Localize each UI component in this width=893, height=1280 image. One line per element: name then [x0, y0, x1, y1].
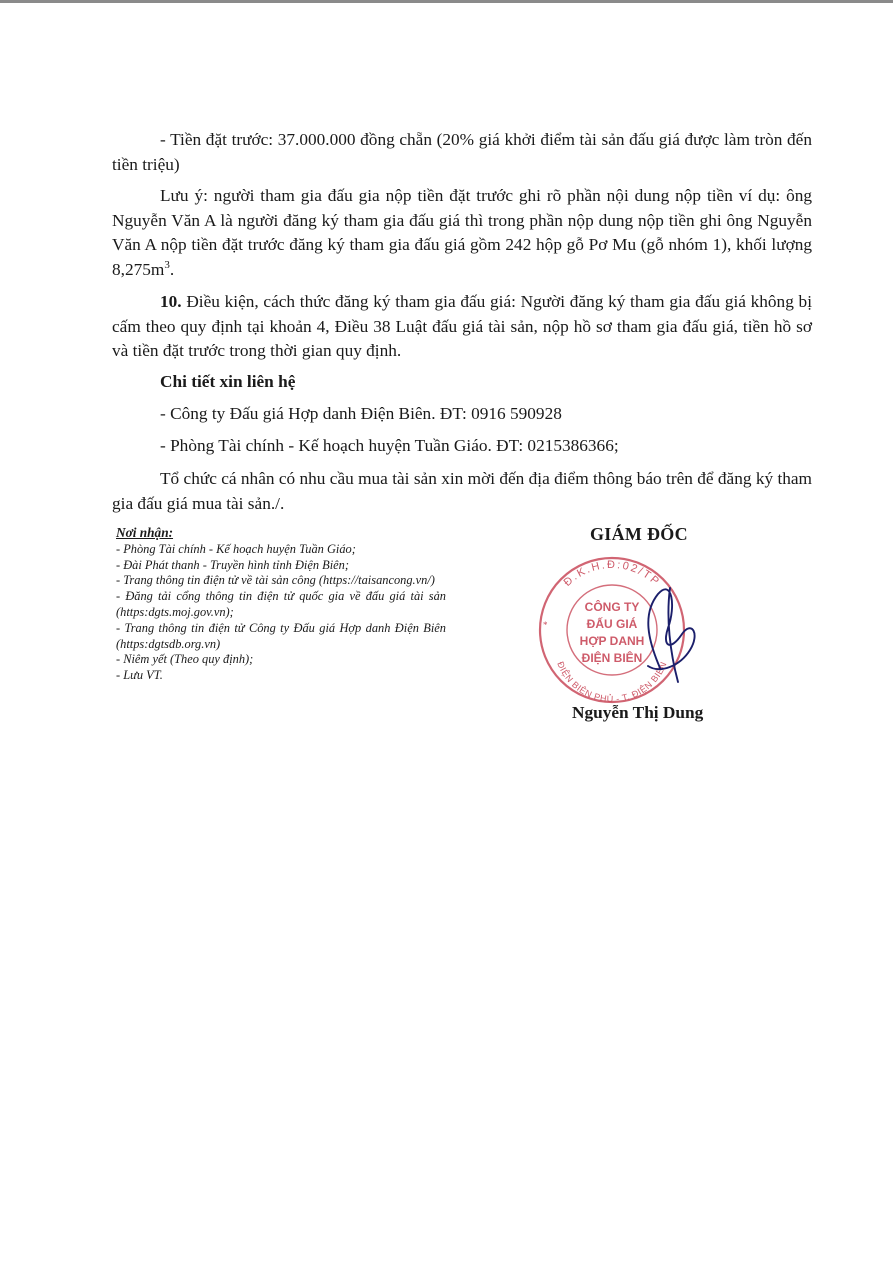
recipients-block: [116, 525, 446, 684]
signatory-name: Nguyễn Thị Dung: [572, 703, 704, 722]
seal-line-1: CÔNG TY: [584, 600, 640, 614]
signatory-title: GIÁM ĐỐC: [590, 524, 688, 544]
recipient-item: - Đăng tải cổng thông tin điện tử quốc gia về đấu giá tài sản (https:dgts.moj.gov.vn);: [116, 589, 446, 619]
item-10-number: 10.: [160, 292, 182, 311]
contact-company: - Công ty Đấu giá Hợp danh Điện Biên. ĐT: 0916 590928: [160, 404, 562, 423]
seal-ring-bottom-text: ĐIỆN BIÊN PHỦ - T. ĐIỆN BIÊN: [555, 660, 669, 705]
contact-heading: Chi tiết xin liên hệ: [160, 372, 296, 391]
top-border: [0, 0, 893, 3]
recipient-item: - Đài Phát thanh - Truyền hình tỉnh Điện Biên;: [116, 557, 349, 572]
deposit-paragraph: - Tiền đặt trước: 37.000.000 đồng chẵn (20% giá khởi điểm tài sản đấu giá được làm tròn đến tiền triệu): [112, 130, 812, 174]
handwritten-signature: [648, 588, 695, 682]
note-paragraph: Lưu ý: người tham gia đấu gia nộp tiền đặt trước ghi rõ phần nội dung nộp tiền ví dụ: ông Nguyễn Văn A là người đăng ký tham gia đấu giá thì trong phần nộp dung nộp tiền ghi ông Nguyễn Văn A nộp tiền đặt trước đăng ký tham gia đấu giá gồm 242 hộp gỗ Pơ Mu (gỗ nhóm 1), khối lượng $8,275m^3$.: [112, 186, 812, 279]
item-10-paragraph: 10. Điều kiện, cách thức đăng ký tham gia đấu giá: Người đăng ký tham gia đấu giá không bị cấm theo quy định tại khoản 4, Điều 38 Luật đấu giá tài sản, nộp hồ sơ tham gia đấu giá, tiền hồ sơ và tiền đặt trước trong thời gian quy định.: [112, 292, 812, 360]
contact-department: - Phòng Tài chính - Kế hoạch huyện Tuần Giáo. ĐT: 0215386366;: [160, 436, 619, 455]
seal-line-2: ĐẤU GIÁ: [586, 617, 638, 631]
recipients-title: Nơi nhận:: [116, 525, 174, 540]
recipient-item: - Niêm yết (Theo quy định);: [116, 652, 254, 667]
seal-line-4: ĐIỆN BIÊN: [581, 651, 643, 665]
seal-ring-top-text: Đ.K.H.Đ:02/TP: [561, 558, 663, 589]
invitation-paragraph: Tổ chức cá nhân có nhu cầu mua tài sản xin mời đến địa điểm thông báo trên để đăng ký tham gia đấu giá mua tài sản./.: [112, 469, 812, 513]
recipient-item: - Trang thông tin điện tử về tài sản công (https://taisancong.vn/): [116, 573, 435, 588]
recipient-item: - Trang thông tin điện tử Công ty Đấu giá Hợp danh Điện Biên (https:dgtsdb.org.vn): [116, 620, 446, 651]
seal-line-3: HỢP DANH: [579, 634, 645, 648]
company-seal: [520, 548, 705, 708]
cubic-superscript: 3: [164, 258, 170, 271]
recipient-item: - Lưu VT.: [116, 668, 163, 683]
recipient-item: - Phòng Tài chính - Kế hoạch huyện Tuần Giáo;: [116, 541, 356, 556]
seal-star-icon: *: [543, 620, 548, 630]
